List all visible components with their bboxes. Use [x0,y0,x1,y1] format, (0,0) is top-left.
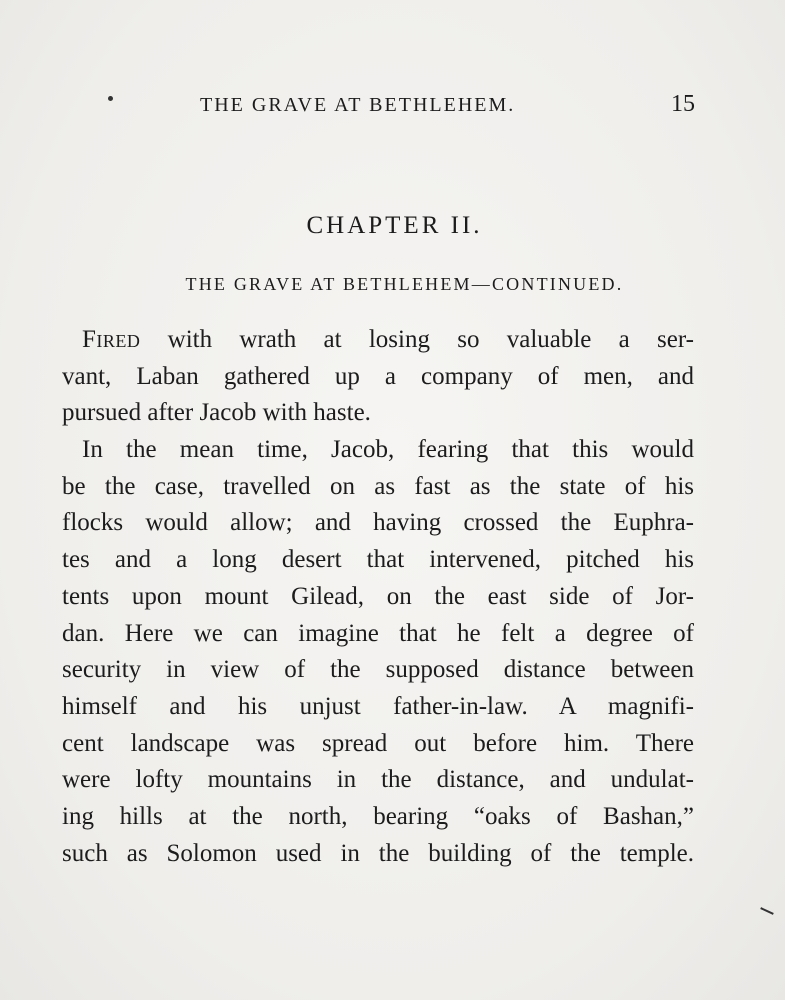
text-line: dan. Here we can imagine that he felt a degree of [62,619,694,647]
text-line: In the mean time, Jacob, fearing that this would [82,436,694,464]
text-line-content: with wrath at losing so valuable a ser- [140,326,694,353]
text-line: ing hills at the north, bearing “oaks of Bashan,” [62,802,694,830]
running-head [110,91,695,124]
chapter-heading: CHAPTER II. [306,212,483,239]
text-line: such as Solomon used in the building of the temple. [62,839,694,867]
text-line: be the case, travelled on as fast as the state of his [62,472,694,500]
margin-mark [760,907,774,915]
text-line: himself and his unjust father-in-law. A magnifi- [62,692,694,720]
lead-word: Fired [82,326,141,353]
text-line [62,322,694,359]
text-line: tes and a long desert that intervened, pitched his [62,546,694,574]
text-line: cent landscape was spread out before him. There [62,729,694,757]
text-line: vant, Laban gathered up a company of men, and [62,362,694,390]
text-line: were lofty mountains in the distance, and undulat- [62,766,694,794]
body-text [62,322,694,872]
running-title: THE GRAVE AT BETHLEHEM. [200,94,516,116]
text-line: tents upon mount Gilead, on the east side of Jor- [62,582,694,610]
page-number: 15 [671,91,695,117]
text-line: flocks would allow; and having crossed the Euphra- [62,509,694,537]
text-line: security in view of the supposed distance between [62,656,694,684]
text-line: pursued after Jacob with haste. [62,399,371,427]
chapter-subtitle: THE GRAVE AT BETHLEHEM—CONTINUED. [185,274,624,294]
